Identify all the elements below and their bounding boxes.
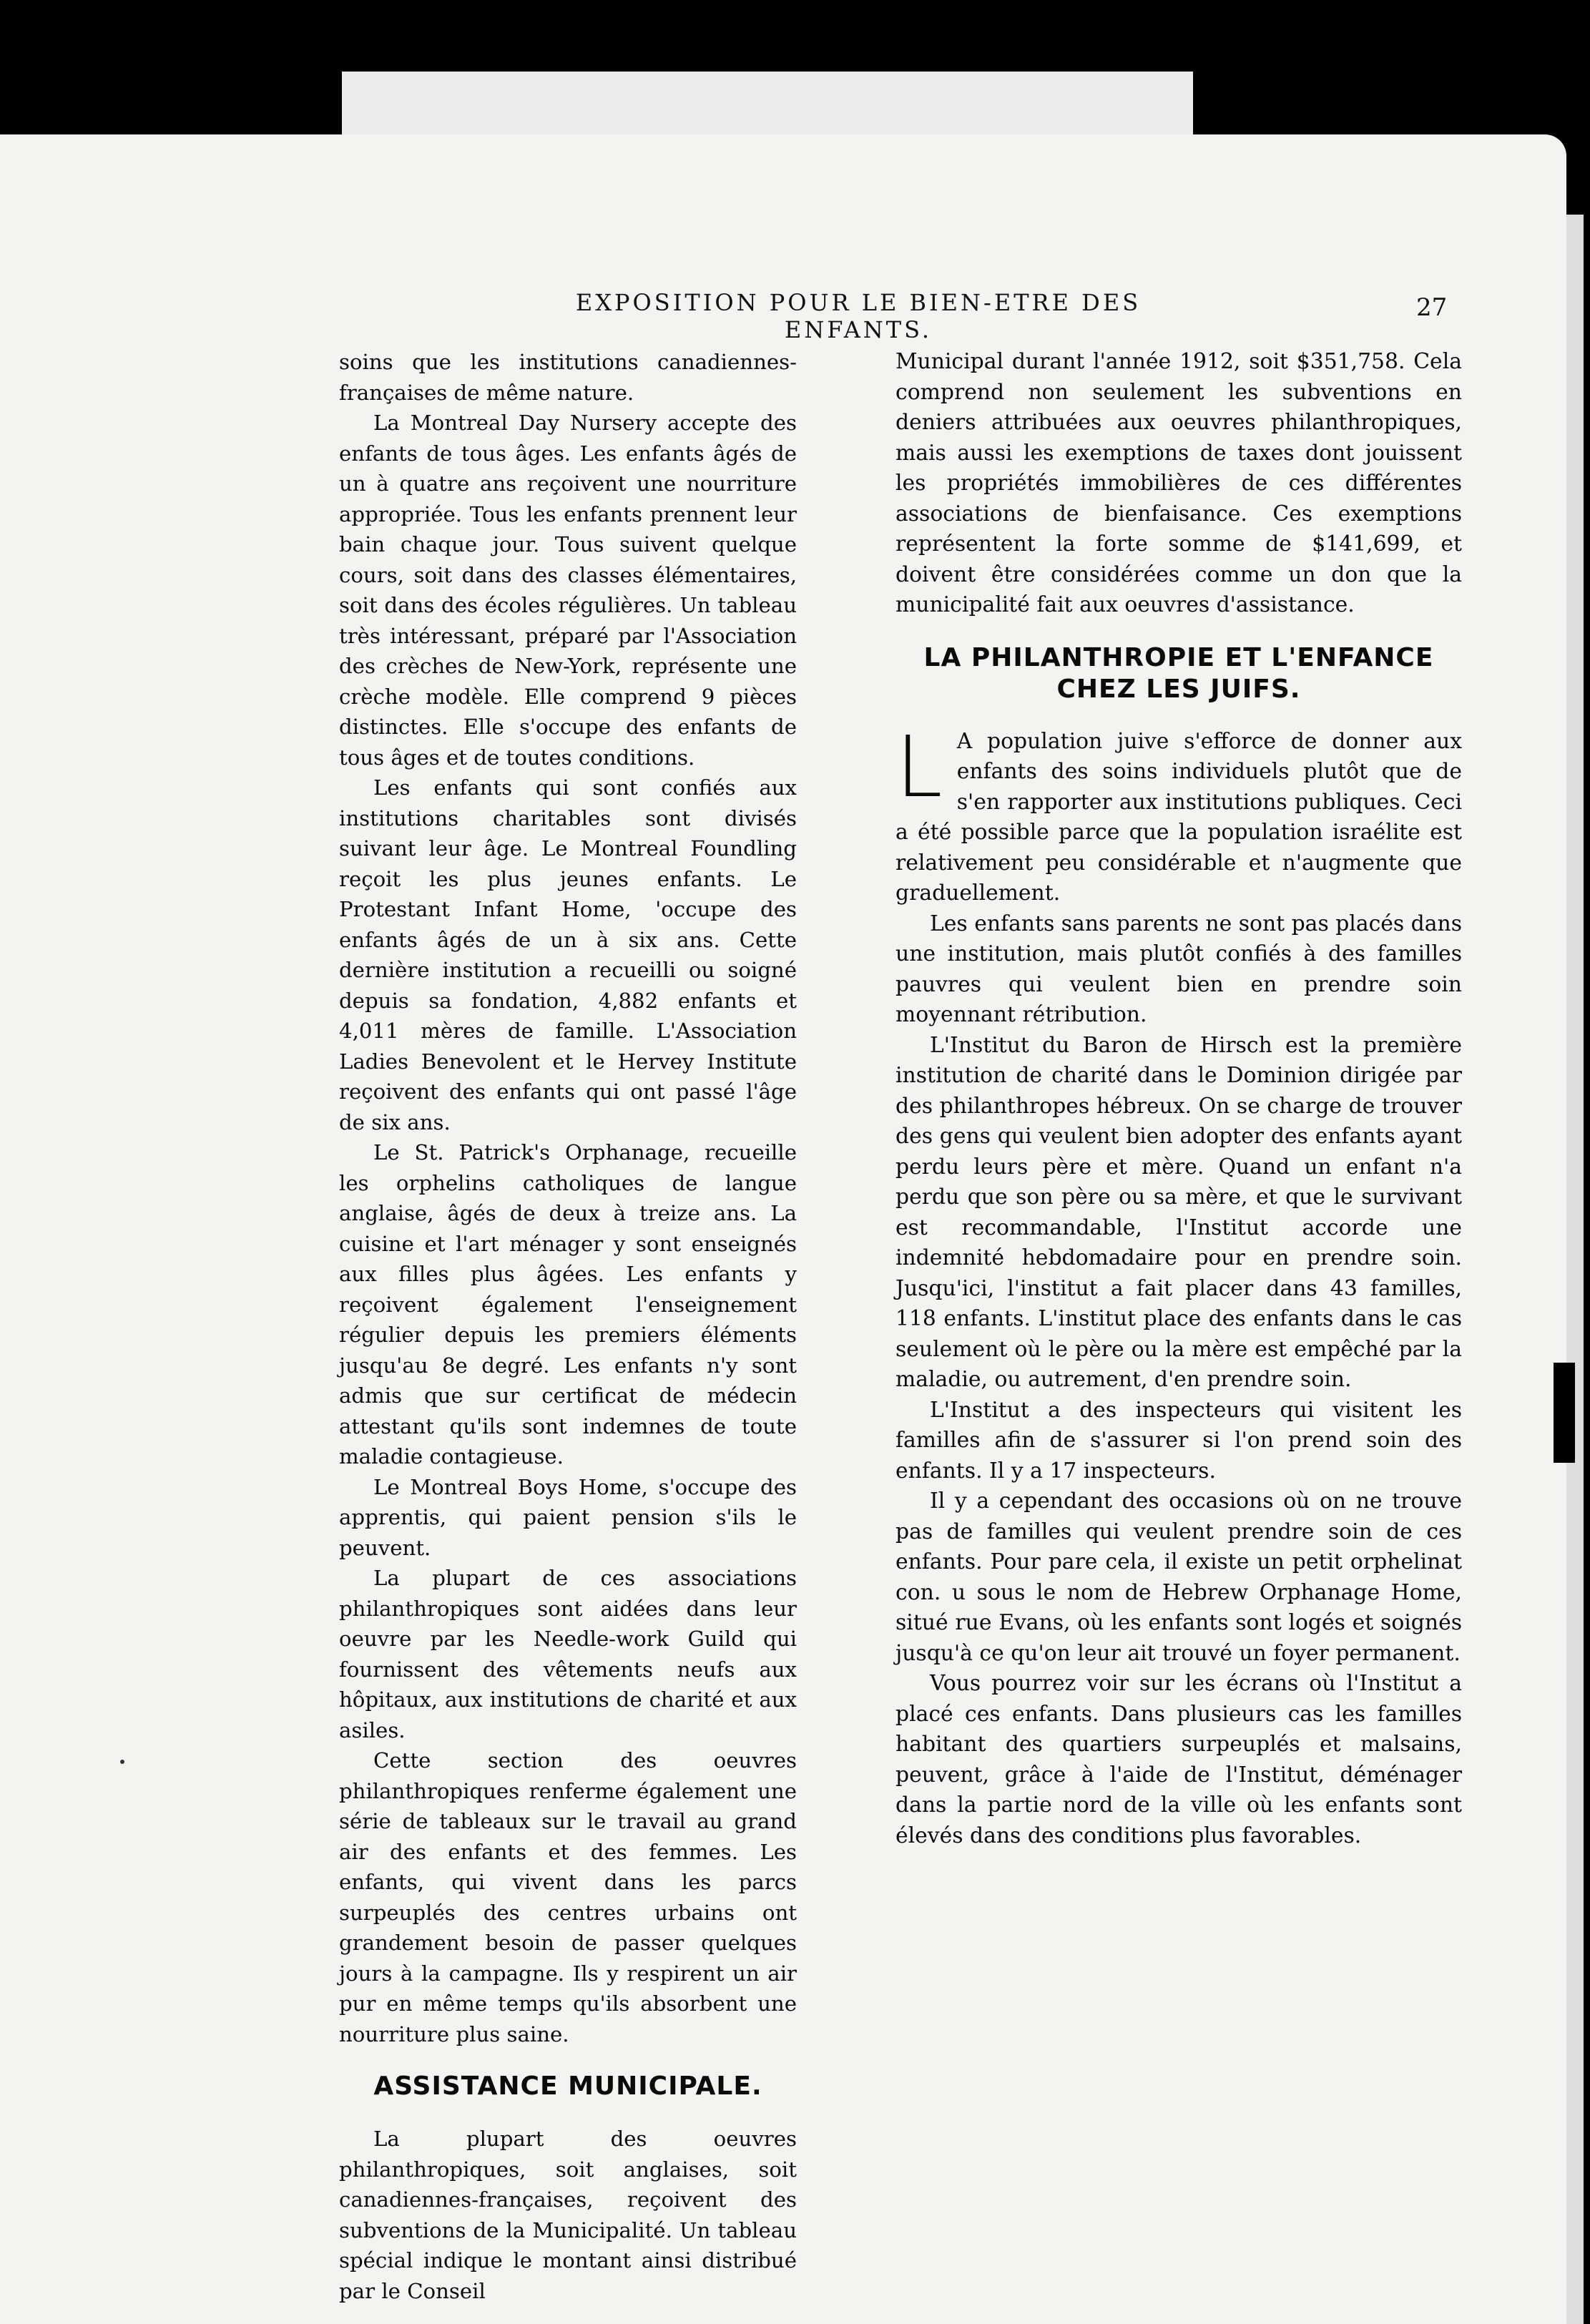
paragraph: Les enfants sans parents ne sont pas placés dans une institution, mais plutôt confiés à des familles pauvres qui veulent bien en prendre soin moyennant rétribution. xyxy=(895,911,1462,1027)
paragraph: Il y a cependant des occasions où on ne trouve pas de familles qui veulent prendre soin de ces enfants. Pour pare cela, il existe un petit orphelinat con. u sous le nom de Hebrew Orphanage Home, situé rue Evans, où les enfants sont logés et soignés jusqu'à ce qu'on leur ait trouvé un foyer permanent. xyxy=(895,1489,1462,1666)
paragraph: La plupart de ces associations philanthropiques sont aidées dans leur oeuvre par les Needle-work Guild qui fournissent des vêtements neufs aux hôpitaux, aux institutions de charité et aux asiles. xyxy=(339,1566,797,1742)
paragraph: Vous pourrez voir sur les écrans où l'Institut a placé ces enfants. Dans plusieurs cas les familles habitant des quartiers surpeuplés et malsains, peuvent, grâce à l'aide de l'Institut, déménager dans la partie nord de la ville où les enfants sont élevés dans des conditions plus favorables. xyxy=(895,1671,1462,1848)
paragraph: Cette section des oeuvres philanthropiques renferme également une série de tableaux sur le travail au grand air des enfants et des femmes. Les enfants, qui vivent dans les parcs surpeuplés des centres urbains ont grandement besoin de passer quelques jours à la campagne. Ils y respirent un air pur en même temps qu'ils absorbent une nourriture plus saine. xyxy=(339,1748,797,2046)
dropcap-paragraph xyxy=(895,717,1462,909)
page-notch xyxy=(1554,1363,1575,1463)
section-title xyxy=(895,642,1462,705)
section-title: ASSISTANCE MUNICIPALE. xyxy=(373,2072,762,2101)
paragraph: soins que les institutions canadiennes-françaises de même nature. xyxy=(339,350,797,405)
scan-speck xyxy=(120,1760,124,1764)
page-number: 27 xyxy=(1416,293,1448,322)
section-title-line: CHEZ LES JUIFS. xyxy=(1056,674,1301,704)
paragraph: L'Institut du Baron de Hirsch est la première institution de charité dans le Dominion dirigée par des philanthropes hébreux. On se charge de trouver des gens qui veulent bien adopter des enfants ayant perdu leurs père et mère. Quand un enfant n'a perdu que son père ou sa mère, et que le survivant est recommandable, l'Institut accorde une indemnité hebdomadaire pour en prendre soin. Jusqu'ici, l'institut a fait placer dans 43 familles, 118 enfants. L'institut place des enfants dans le cas seulement où le père ou la mère est empêché par la maladie, ou autrement, d'en prendre soin. xyxy=(895,1032,1462,1392)
paragraph: La Montreal Day Nursery accepte des enfants de tous âges. Les enfants âgés de un à quatre ans reçoivent une nourriture appropriée. Tous les enfants prennent leur bain chaque jour. Tous suivent quelque cours, soit dans des classes élémentaires, soit dans des écoles régulières. Un tableau très intéressant, préparé par l'Association des crèches de New-York, représente une crèche modèle. Elle comprend 9 pièces distinctes. Elle s'occupe des enfants de tous âges et de toutes conditions. xyxy=(339,411,797,770)
paragraph: Municipal durant l'année 1912, soit $351,758. Cela comprend non seulement les subventions en deniers attribuées aux oeuvres philanthropiques, mais aussi les exemptions de taxes dont jouissent les propriétés immobilières de ces différentes associations de bienfaisance. Ces exemptions représentent la forte somme de $141,699, et doivent être considérées comme un don que la municipalité fait aux oeuvres d'assistance. xyxy=(895,349,1462,617)
drop-cap: L xyxy=(895,717,943,816)
paragraph: Le St. Patrick's Orphanage, recueille les orphelins catholiques de langue anglaise, âgés de deux à treize ans. La cuisine et l'art ménager y sont enseignés aux filles plus âgées. Les enfants y reçoivent également l'enseignement régulier depuis les premiers éléments jusqu'au 8e degré. Les enfants n'y sont admis que sur certificat de médecin attestant qu'ils sont indemnes de toute maladie contagieuse. xyxy=(339,1140,797,1469)
paragraph: A population juive s'efforce de donner aux enfants des soins individuels plutôt que de s'en rapporter aux institutions publiques. Ceci a été possible parce que la population israélite est relativement peu considérable et n'augmente que graduellement. xyxy=(895,728,1462,906)
section-title-line: LA PHILANTHROPIE ET L'ENFANCE xyxy=(923,642,1434,672)
paragraph: Le Montreal Boys Home, s'occupe des apprentis, qui paient pension s'ils le peuvent. xyxy=(339,1474,797,1560)
page-edge xyxy=(1565,215,1584,2324)
right-column xyxy=(895,347,1462,1851)
paragraph: La plupart des oeuvres philanthropiques, soit anglaises, soit canadiennes-françaises, reçoivent des subventions de la Municipalité. Un tableau spécial indique le montant ainsi distribué par le Conseil xyxy=(339,2127,797,2303)
paragraph: Les enfants qui sont confiés aux institutions charitables sont divisés suivant leur âge. Le Montreal Foundling reçoit les plus jeunes enfants. Le Protestant Infant Home, 'occupe des enfants âgés de un à six ans. Cette dernière institution a recueilli ou soigné depuis sa fondation, 4,882 enfants et 4,011 mères de famille. L'Association Ladies Benevolent et le Hervey Institute reçoivent des enfants qui ont passé l'âge de six ans. xyxy=(339,775,797,1134)
paragraph: L'Institut a des inspecteurs qui visitent les familles afin de s'assurer si l'on prend soin des enfants. Il y a 17 inspecteurs. xyxy=(895,1397,1462,1484)
running-header: EXPOSITION POUR LE BIEN-ETRE DES ENFANTS. xyxy=(575,289,1142,343)
left-column xyxy=(339,347,797,2306)
